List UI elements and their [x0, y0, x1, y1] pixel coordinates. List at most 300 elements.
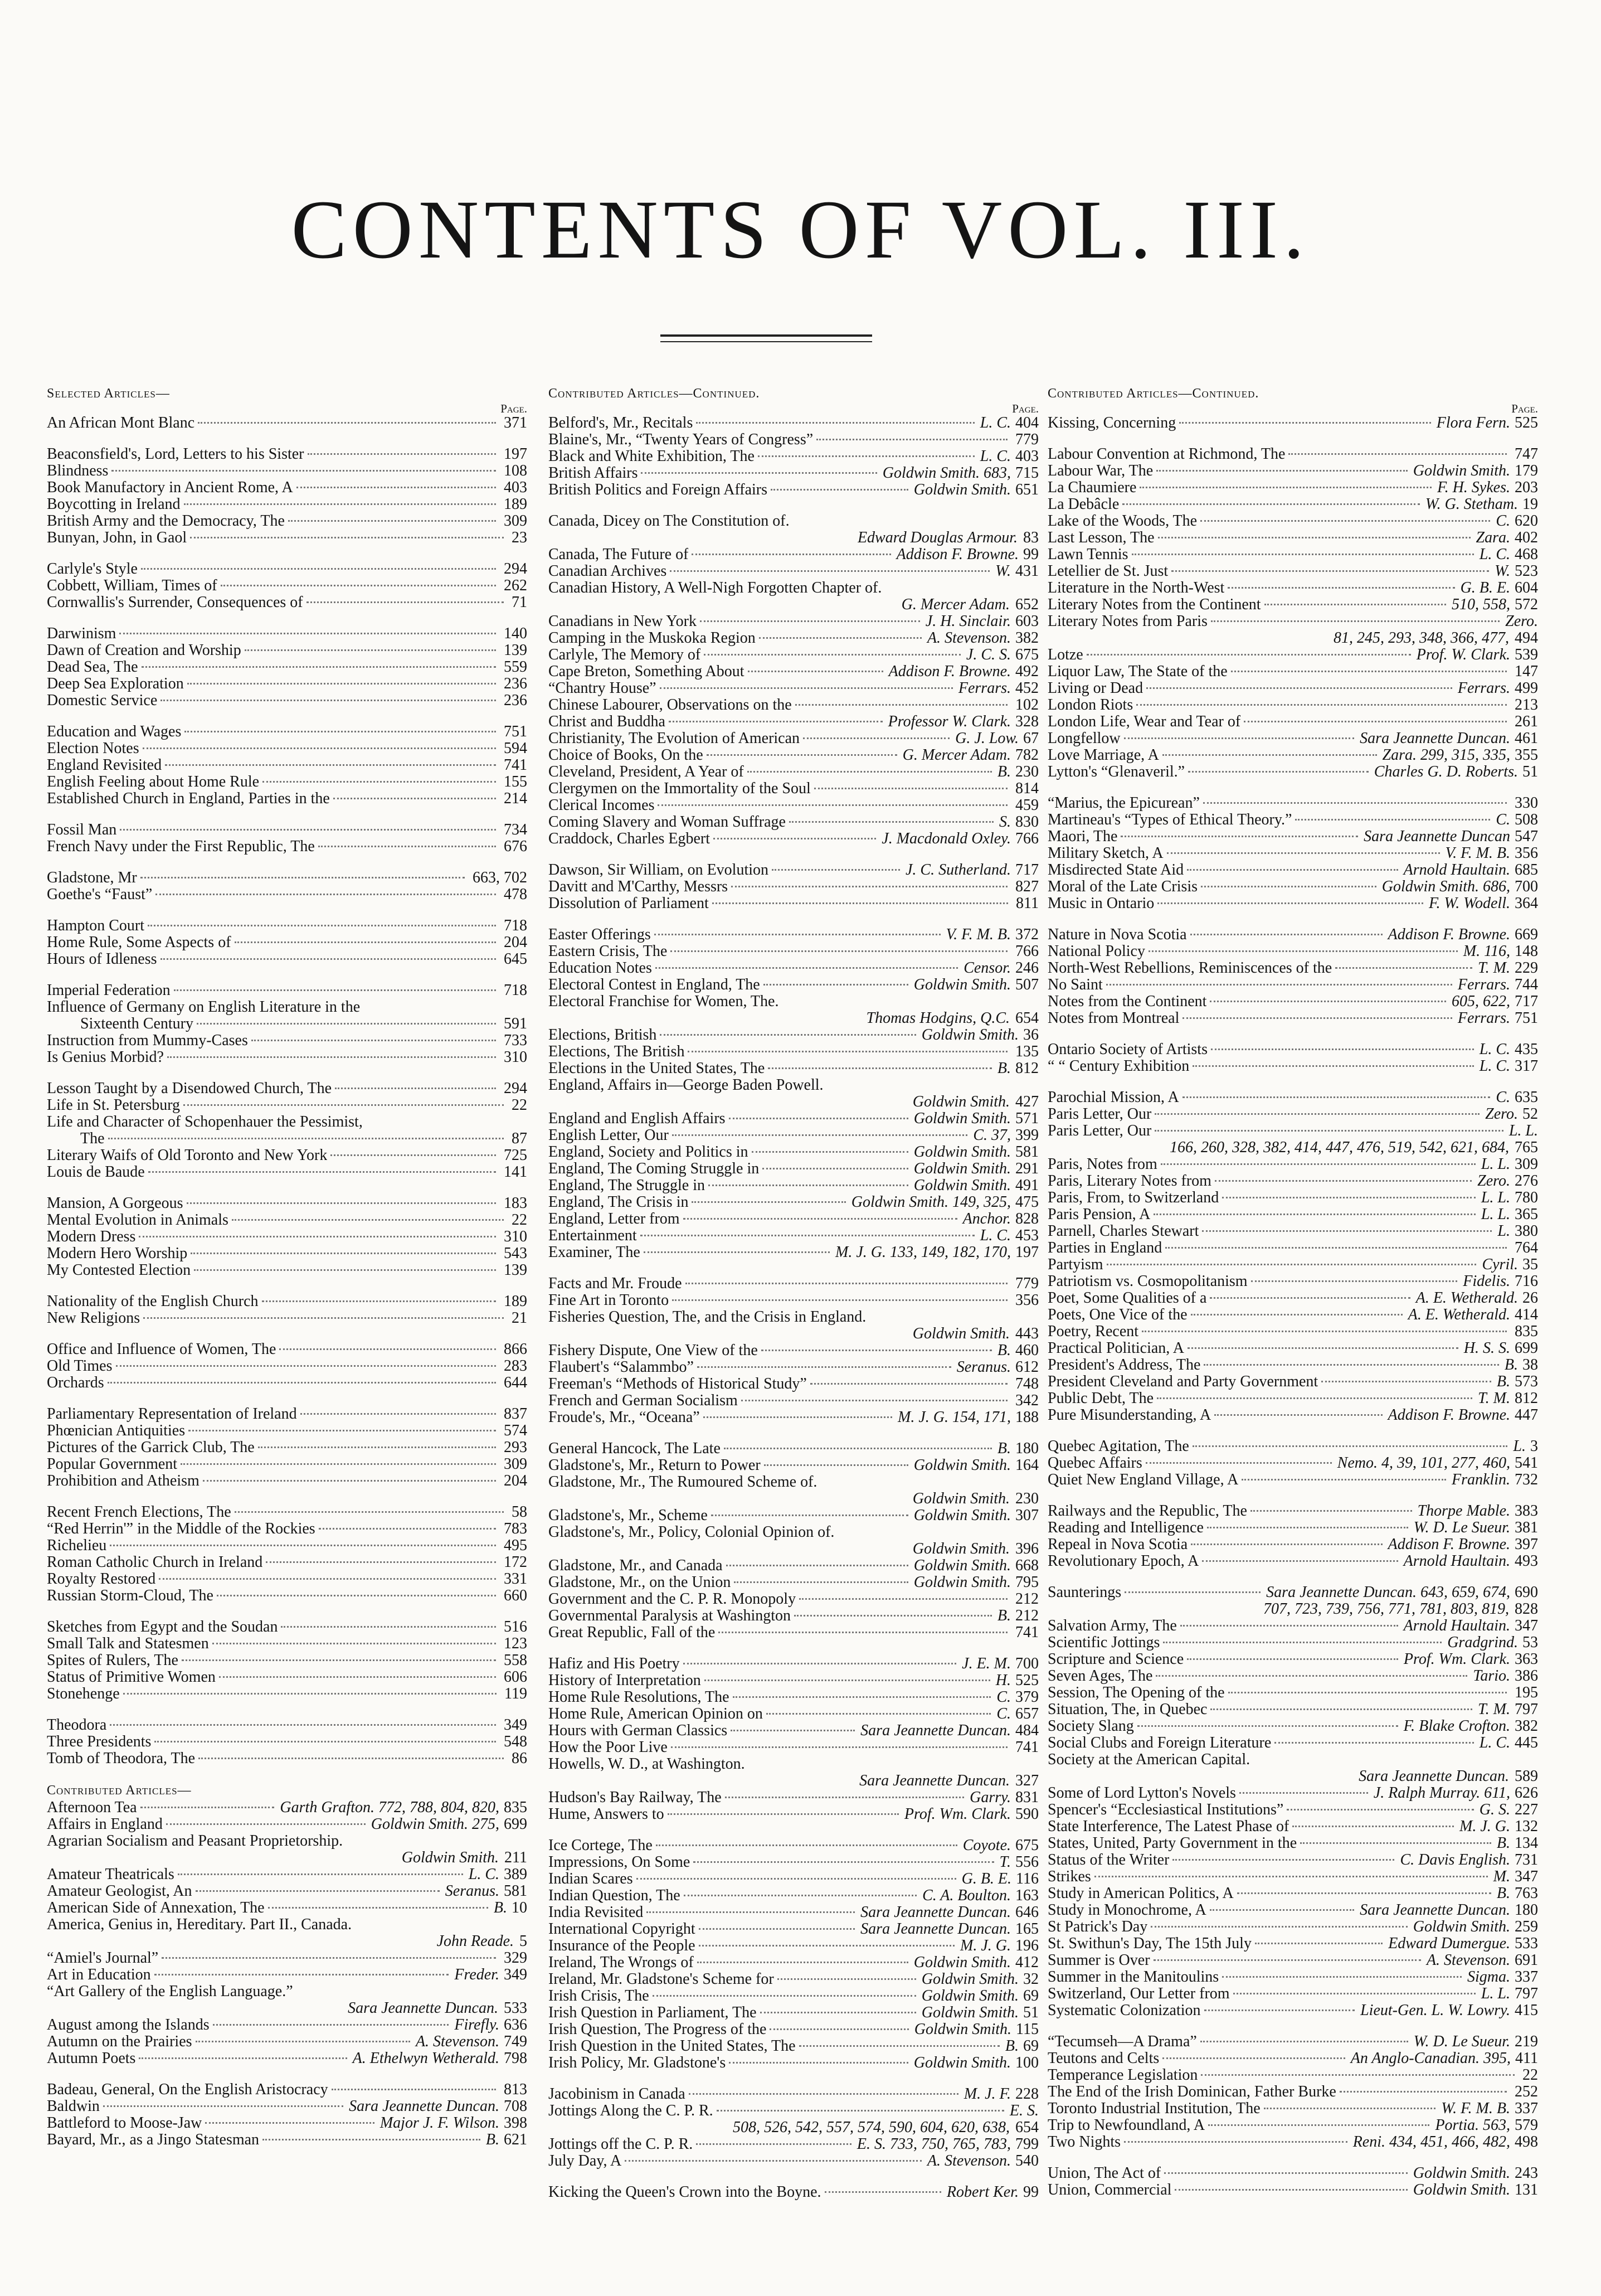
- toc-entry[interactable]: [47, 886, 527, 903]
- toc-entry[interactable]: [548, 1457, 1039, 1474]
- toc-entry[interactable]: [1048, 828, 1538, 845]
- entry-title[interactable]: Gladstone's, Mr., Policy, Colonial Opinion of.: [548, 1524, 835, 1541]
- entry-title[interactable]: Some of Lord Lytton's Novels: [1048, 1785, 1236, 1802]
- entry-title[interactable]: No Saint: [1048, 977, 1103, 993]
- toc-entry[interactable]: [548, 1177, 1039, 1194]
- entry-title[interactable]: Paris Pension, A: [1048, 1206, 1151, 1223]
- entry-title[interactable]: Lytton's “Glenaveril.”: [1048, 764, 1185, 780]
- toc-entry[interactable]: [47, 1016, 527, 1032]
- entry-title[interactable]: Battleford to Moose-Jaw: [47, 2115, 202, 2132]
- entry-title[interactable]: Ice Cortege, The: [548, 1837, 653, 1854]
- toc-entry[interactable]: [548, 1971, 1039, 1988]
- toc-entry[interactable]: [1048, 878, 1538, 895]
- toc-entry[interactable]: [1048, 2050, 1538, 2067]
- toc-entry[interactable]: [47, 918, 527, 934]
- toc-entry[interactable]: [1048, 580, 1538, 596]
- toc-entry[interactable]: [47, 1341, 527, 1358]
- entry-title[interactable]: Elections in the United States, The: [548, 1060, 765, 1077]
- entry-title[interactable]: London Riots: [1048, 697, 1133, 713]
- toc-entry[interactable]: [47, 1635, 527, 1652]
- entry-title[interactable]: Froude's, Mr., “Oceana”: [548, 1409, 700, 1426]
- entry-title[interactable]: England, The Crisis in: [548, 1194, 689, 1211]
- entry-title[interactable]: Coming Slavery and Woman Suffrage: [548, 814, 786, 831]
- entry-title[interactable]: Mansion, A Gorgeous: [47, 1195, 183, 1212]
- entry-title[interactable]: Strikes: [1048, 1868, 1091, 1885]
- toc-entry[interactable]: [47, 1114, 527, 1130]
- entry-title[interactable]: Kissing, Concerning: [1048, 415, 1176, 431]
- toc-entry[interactable]: [548, 862, 1039, 878]
- entry-title[interactable]: Eastern Crisis, The: [548, 943, 668, 960]
- entry-title[interactable]: Roman Catholic Church in Ireland: [47, 1554, 263, 1571]
- toc-entry[interactable]: [548, 580, 1039, 596]
- toc-entry[interactable]: [1048, 1190, 1538, 1206]
- entry-title[interactable]: Chinese Labourer, Observations on the: [548, 697, 792, 713]
- entry-title[interactable]: Indian Question, The: [548, 1887, 680, 1904]
- toc-entry[interactable]: [548, 1077, 1039, 1094]
- toc-entry[interactable]: [1048, 1438, 1538, 1455]
- toc-entry[interactable]: [548, 482, 1039, 498]
- toc-entry[interactable]: [548, 630, 1039, 647]
- entry-title[interactable]: La Debâcle: [1048, 496, 1120, 513]
- toc-entry[interactable]: [1048, 1536, 1538, 1553]
- entry-title[interactable]: Craddock, Charles Egbert: [548, 831, 711, 847]
- toc-entry[interactable]: [1048, 1919, 1538, 1935]
- entry-title[interactable]: Literary Notes from the Continent: [1048, 596, 1261, 613]
- toc-entry[interactable]: [47, 1652, 527, 1669]
- toc-entry[interactable]: [548, 680, 1039, 697]
- entry-title[interactable]: Canadian Archives: [548, 563, 667, 580]
- entry-title[interactable]: Blindness: [47, 463, 109, 479]
- toc-entry[interactable]: [47, 838, 527, 855]
- entry-title[interactable]: Badeau, General, On the English Aristocracy: [47, 2081, 328, 2098]
- entry-title[interactable]: Living or Dead: [1048, 680, 1143, 697]
- entry-title[interactable]: Recent French Elections, The: [47, 1504, 231, 1521]
- entry-title[interactable]: Canada, The Future of: [548, 546, 689, 563]
- entry-title[interactable]: Fossil Man: [47, 822, 117, 838]
- toc-entry[interactable]: [1048, 1553, 1538, 1570]
- entry-title[interactable]: Jottings off the C. P. R.: [548, 2136, 693, 2153]
- entry-title[interactable]: Home Rule, American Opinion on: [548, 1706, 763, 1722]
- toc-entry[interactable]: [548, 1194, 1039, 1211]
- toc-entry[interactable]: [1048, 1520, 1538, 1536]
- entry-title[interactable]: President Cleveland and Party Government: [1048, 1373, 1318, 1390]
- entry-title[interactable]: Life in St. Petersburg: [47, 1097, 181, 1114]
- toc-entry[interactable]: [548, 1043, 1039, 1060]
- toc-entry[interactable]: [548, 780, 1039, 797]
- entry-title[interactable]: Amateur Geologist, An: [47, 1883, 192, 1900]
- toc-entry[interactable]: [548, 1392, 1039, 1409]
- entry-title[interactable]: Cleveland, President, A Year of: [548, 764, 744, 780]
- entry-title[interactable]: National Policy: [1048, 943, 1145, 960]
- entry-title[interactable]: Seven Ages, The: [1048, 1668, 1153, 1685]
- entry-title[interactable]: Hampton Court: [47, 918, 144, 934]
- toc-entry[interactable]: [1048, 446, 1538, 463]
- entry-title[interactable]: England, Affairs in—George Baden Powell.: [548, 1077, 824, 1094]
- entry-title[interactable]: Spencer's “Ecclesiastical Institutions”: [1048, 1802, 1284, 1818]
- toc-entry[interactable]: [47, 415, 527, 431]
- toc-entry[interactable]: [1048, 1701, 1538, 1718]
- toc-entry[interactable]: [47, 2098, 527, 2115]
- entry-title[interactable]: Bunyan, John, in Gaol: [47, 530, 187, 546]
- entry-title[interactable]: Fine Art in Toronto: [548, 1292, 669, 1309]
- toc-entry[interactable]: [1048, 1584, 1538, 1601]
- toc-entry[interactable]: [548, 465, 1039, 482]
- entry-title[interactable]: Howells, W. D., at Washington.: [548, 1756, 745, 1773]
- toc-entry[interactable]: [548, 926, 1039, 943]
- entry-title[interactable]: Literature in the North-West: [1048, 580, 1225, 596]
- toc-entry[interactable]: [1048, 1041, 1538, 1058]
- toc-entry[interactable]: [548, 1275, 1039, 1292]
- toc-entry[interactable]: [47, 999, 527, 1016]
- toc-entry[interactable]: [548, 1608, 1039, 1624]
- entry-title[interactable]: Modern Hero Worship: [47, 1245, 188, 1262]
- entry-title[interactable]: Flaubert's “Salammbo”: [548, 1359, 694, 1376]
- entry-title[interactable]: My Contested Election: [47, 1262, 191, 1279]
- entry-title[interactable]: Liquor Law, The State of the: [1048, 663, 1228, 680]
- toc-entry[interactable]: [1048, 1935, 1538, 1952]
- entry-title[interactable]: England, Letter from: [548, 1211, 680, 1227]
- toc-entry[interactable]: [47, 1375, 527, 1391]
- toc-entry[interactable]: [548, 1144, 1039, 1161]
- toc-entry[interactable]: [548, 2086, 1039, 2103]
- toc-entry[interactable]: [1048, 713, 1538, 730]
- toc-entry[interactable]: [1048, 1206, 1538, 1223]
- toc-entry[interactable]: [47, 594, 527, 611]
- entry-title[interactable]: Poets, One Vice of the: [1048, 1307, 1188, 1323]
- toc-entry[interactable]: [548, 764, 1039, 780]
- entry-title[interactable]: Affairs in England: [47, 1816, 163, 1833]
- toc-entry[interactable]: [47, 1262, 527, 1279]
- entry-title[interactable]: Quebec Affairs: [1048, 1455, 1142, 1472]
- toc-entry[interactable]: [47, 2050, 527, 2067]
- toc-entry[interactable]: [548, 730, 1039, 747]
- entry-title[interactable]: Boycotting in Ireland: [47, 496, 181, 513]
- toc-entry[interactable]: [1048, 2033, 1538, 2050]
- entry-title[interactable]: Small Talk and Statesmen: [47, 1635, 209, 1652]
- entry-title[interactable]: Revolutionary Epoch, A: [1048, 1553, 1199, 1570]
- toc-entry[interactable]: [548, 1854, 1039, 1871]
- toc-entry[interactable]: [47, 1686, 527, 1702]
- entry-title[interactable]: Three Presidents: [47, 1734, 152, 1750]
- toc-entry[interactable]: [548, 1227, 1039, 1244]
- toc-entry[interactable]: [1048, 1340, 1538, 1357]
- toc-entry[interactable]: [548, 960, 1039, 977]
- entry-title[interactable]: Paris Letter, Our: [1048, 1106, 1152, 1123]
- entry-title[interactable]: Government and the C. P. R. Monopoly: [548, 1591, 796, 1608]
- entry-title[interactable]: Clergymen on the Immortality of the Soul: [548, 780, 811, 797]
- toc-entry[interactable]: [548, 563, 1039, 580]
- toc-entry[interactable]: [548, 1359, 1039, 1376]
- entry-title[interactable]: Session, The Opening of the: [1048, 1685, 1225, 1701]
- entry-title[interactable]: Partyism: [1048, 1256, 1103, 1273]
- entry-title[interactable]: Royalty Restored: [47, 1571, 156, 1588]
- entry-title[interactable]: Last Lesson, The: [1048, 530, 1155, 546]
- toc-entry[interactable]: [548, 2184, 1039, 2201]
- entry-title[interactable]: Gladstone, Mr: [47, 870, 137, 886]
- entry-title[interactable]: Cornwallis's Surrender, Consequences of: [47, 594, 303, 611]
- toc-entry[interactable]: [548, 1292, 1039, 1309]
- toc-entry[interactable]: [47, 1456, 527, 1473]
- toc-entry[interactable]: [47, 1750, 527, 1767]
- toc-entry[interactable]: [548, 431, 1039, 448]
- entry-title[interactable]: Kicking the Queen's Crown into the Boyne.: [548, 2184, 821, 2201]
- toc-entry[interactable]: [548, 1706, 1039, 1722]
- entry-title[interactable]: American Side of Annexation, The: [47, 1900, 265, 1916]
- entry-title[interactable]: English Letter, Our: [548, 1127, 669, 1144]
- toc-entry[interactable]: [548, 1921, 1039, 1938]
- entry-title[interactable]: Ontario Society of Artists: [1048, 1041, 1208, 1058]
- entry-title[interactable]: New Religions: [47, 1310, 140, 1327]
- toc-entry[interactable]: [1048, 1010, 1538, 1027]
- entry-title[interactable]: Ireland, The Wrongs of: [548, 1954, 694, 1971]
- entry-title[interactable]: Electoral Contest in England, The: [548, 977, 760, 993]
- toc-entry[interactable]: [47, 1537, 527, 1554]
- toc-entry[interactable]: [548, 1244, 1039, 1261]
- entry-title[interactable]: Freeman's “Methods of Historical Study”: [548, 1376, 807, 1392]
- entry-title[interactable]: Gladstone, Mr., and Canada: [548, 1557, 723, 1574]
- toc-entry[interactable]: [548, 1837, 1039, 1854]
- entry-title[interactable]: “Tecumseh—A Drama”: [1048, 2033, 1197, 2050]
- entry-title[interactable]: Social Clubs and Foreign Literature: [1048, 1735, 1272, 1751]
- entry-title[interactable]: Carlyle's Style: [47, 561, 138, 577]
- toc-entry[interactable]: [1048, 1802, 1538, 1818]
- entry-title[interactable]: Bayard, Mr., as a Jingo Statesman: [47, 2132, 260, 2148]
- entry-title[interactable]: Hudson's Bay Railway, The: [548, 1789, 722, 1806]
- toc-entry[interactable]: [548, 1127, 1039, 1144]
- entry-title[interactable]: Autumn Poets: [47, 2050, 136, 2067]
- entry-title[interactable]: Easter Offerings: [548, 926, 651, 943]
- toc-entry[interactable]: [1048, 2100, 1538, 2117]
- toc-entry[interactable]: [1048, 1685, 1538, 1701]
- toc-entry[interactable]: [1048, 1668, 1538, 1685]
- toc-entry[interactable]: [47, 446, 527, 463]
- toc-entry[interactable]: [548, 2004, 1039, 2021]
- toc-entry[interactable]: [47, 642, 527, 659]
- toc-entry[interactable]: [47, 1588, 527, 1604]
- toc-entry[interactable]: [1048, 943, 1538, 960]
- toc-entry[interactable]: [47, 625, 527, 642]
- toc-entry[interactable]: [548, 1409, 1039, 1426]
- entry-title[interactable]: Gladstone's, Mr., Scheme: [548, 1507, 708, 1524]
- entry-title[interactable]: English Feeling about Home Rule: [47, 774, 260, 790]
- toc-entry[interactable]: [548, 1110, 1039, 1127]
- toc-entry[interactable]: [47, 790, 527, 807]
- entry-title[interactable]: Notes from the Continent: [1048, 993, 1207, 1010]
- entry-title[interactable]: Irish Question in Parliament, The: [548, 2004, 757, 2021]
- toc-entry[interactable]: [548, 747, 1039, 764]
- entry-title[interactable]: England Revisited: [47, 757, 162, 774]
- entry-title[interactable]: Richelieu: [47, 1537, 107, 1554]
- toc-entry[interactable]: [1048, 1902, 1538, 1919]
- toc-entry[interactable]: [548, 1060, 1039, 1077]
- toc-entry[interactable]: [47, 1816, 527, 1833]
- toc-entry[interactable]: [47, 1293, 527, 1310]
- entry-title[interactable]: England, The Coming Struggle in: [548, 1161, 760, 1177]
- entry-title[interactable]: Lawn Tennis: [1048, 546, 1128, 563]
- toc-entry[interactable]: [47, 1212, 527, 1229]
- toc-entry[interactable]: [548, 1507, 1039, 1524]
- toc-entry[interactable]: [47, 1950, 527, 1967]
- entry-title[interactable]: Afternoon Tea: [47, 1799, 137, 1816]
- toc-entry[interactable]: [548, 1027, 1039, 1043]
- entry-title[interactable]: Cape Breton, Something About: [548, 663, 744, 680]
- entry-title[interactable]: England, Society and Politics in: [548, 1144, 748, 1161]
- entry-title[interactable]: Canada, Dicey on The Constitution of.: [548, 513, 790, 530]
- toc-entry[interactable]: [1048, 1818, 1538, 1835]
- toc-entry[interactable]: [47, 1097, 527, 1114]
- toc-entry[interactable]: [1048, 1390, 1538, 1407]
- toc-entry[interactable]: [548, 1904, 1039, 1921]
- entry-title[interactable]: Dawson, Sir William, on Evolution: [548, 862, 769, 878]
- toc-entry[interactable]: [1048, 1618, 1538, 1634]
- entry-title[interactable]: Quiet New England Village, A: [1048, 1472, 1239, 1488]
- entry-title[interactable]: Home Rule Resolutions, The: [548, 1689, 729, 1706]
- entry-title[interactable]: Teutons and Celts: [1048, 2050, 1160, 2067]
- toc-entry[interactable]: [548, 1474, 1039, 1491]
- entry-title[interactable]: Nature in Nova Scotia: [1048, 926, 1187, 943]
- toc-entry[interactable]: [1048, 2117, 1538, 2134]
- toc-entry[interactable]: [1048, 895, 1538, 912]
- entry-title[interactable]: Status of Primitive Women: [47, 1669, 216, 1686]
- toc-entry[interactable]: [548, 1376, 1039, 1392]
- entry-title[interactable]: Imperial Federation: [47, 982, 171, 999]
- toc-entry[interactable]: [1048, 563, 1538, 580]
- toc-entry[interactable]: [548, 448, 1039, 465]
- entry-title[interactable]: Parnell, Charles Stewart: [1048, 1223, 1199, 1240]
- entry-title[interactable]: “Marius, the Epicurean”: [1048, 795, 1200, 812]
- toc-entry[interactable]: [47, 1799, 527, 1816]
- toc-entry[interactable]: [47, 1883, 527, 1900]
- entry-title[interactable]: Hafiz and His Poetry: [548, 1656, 680, 1672]
- toc-entry[interactable]: [548, 797, 1039, 814]
- entry-title[interactable]: Dawn of Creation and Worship: [47, 642, 241, 659]
- toc-entry[interactable]: [1048, 2084, 1538, 2100]
- entry-title[interactable]: Orchards: [47, 1375, 104, 1391]
- entry-title[interactable]: Dead Sea, The: [47, 659, 138, 676]
- toc-entry[interactable]: [1048, 1852, 1538, 1868]
- toc-entry[interactable]: [47, 1900, 527, 1916]
- toc-entry[interactable]: [1048, 1751, 1538, 1768]
- entry-title[interactable]: Society Slang: [1048, 1718, 1134, 1735]
- toc-entry[interactable]: [47, 1833, 527, 1850]
- entry-title[interactable]: Influence of Germany on English Literature in the: [47, 999, 361, 1016]
- toc-entry[interactable]: [47, 1983, 527, 2000]
- toc-entry[interactable]: [47, 1521, 527, 1537]
- toc-entry[interactable]: [47, 1967, 527, 1983]
- toc-entry[interactable]: [548, 1524, 1039, 1541]
- toc-entry[interactable]: [548, 1938, 1039, 1954]
- entry-title[interactable]: Longfellow: [1048, 730, 1121, 747]
- entry-title[interactable]: Art in Education: [47, 1967, 151, 1983]
- toc-entry[interactable]: [47, 1049, 527, 1066]
- entry-title[interactable]: British Politics and Foreign Affairs: [548, 482, 768, 498]
- toc-entry[interactable]: [1048, 1123, 1538, 1139]
- entry-title[interactable]: Prohibition and Atheism: [47, 1473, 199, 1489]
- entry-title[interactable]: Hours with German Classics: [548, 1722, 728, 1739]
- entry-title[interactable]: Literary Waifs of Old Toronto and New York: [47, 1147, 328, 1164]
- entry-title[interactable]: Goethe's “Faust”: [47, 886, 153, 903]
- entry-title[interactable]: Irish Question, The Progress of the: [548, 2021, 767, 2038]
- toc-entry[interactable]: [1048, 513, 1538, 530]
- toc-entry[interactable]: [1048, 496, 1538, 513]
- toc-entry[interactable]: [548, 943, 1039, 960]
- entry-title[interactable]: Elections, British: [548, 1027, 657, 1043]
- toc-entry[interactable]: [1048, 1735, 1538, 1751]
- entry-title[interactable]: Pictures of the Garrick Club, The: [47, 1439, 255, 1456]
- entry-title[interactable]: Literary Notes from Paris: [1048, 613, 1208, 630]
- entry-title[interactable]: Saunterings: [1048, 1584, 1122, 1601]
- toc-entry[interactable]: [1048, 764, 1538, 780]
- entry-title[interactable]: British Army and the Democracy, The: [47, 513, 285, 530]
- entry-title[interactable]: Quebec Agitation, The: [1048, 1438, 1189, 1455]
- toc-entry[interactable]: [1048, 993, 1538, 1010]
- toc-entry[interactable]: [47, 513, 527, 530]
- toc-entry[interactable]: [548, 1988, 1039, 2004]
- toc-entry[interactable]: [47, 757, 527, 774]
- entry-title[interactable]: Notes from Montreal: [1048, 1010, 1180, 1027]
- toc-entry[interactable]: [47, 479, 527, 496]
- toc-entry[interactable]: [1048, 1651, 1538, 1668]
- entry-title[interactable]: Lesson Taught by a Disendowed Church, The: [47, 1080, 332, 1097]
- toc-entry[interactable]: [1048, 1357, 1538, 1373]
- entry-title[interactable]: Hours of Idleness: [47, 951, 157, 968]
- toc-entry[interactable]: [47, 1229, 527, 1245]
- toc-entry[interactable]: [1048, 1785, 1538, 1802]
- toc-entry[interactable]: [1048, 1156, 1538, 1173]
- entry-title[interactable]: Is Genius Morbid?: [47, 1049, 164, 1066]
- entry-title[interactable]: London Life, Wear and Tear of: [1048, 713, 1241, 730]
- toc-entry[interactable]: [47, 561, 527, 577]
- entry-title[interactable]: Canadian History, A Well-Nigh Forgotten Chapter of.: [548, 580, 882, 596]
- entry-title[interactable]: Poet, Some Qualities of a: [1048, 1290, 1207, 1307]
- entry-title[interactable]: Patriotism vs. Cosmopolitanism: [1048, 1273, 1248, 1290]
- entry-title[interactable]: Governmental Paralysis at Washington: [548, 1608, 791, 1624]
- toc-entry[interactable]: [47, 951, 527, 968]
- entry-title[interactable]: Scripture and Science: [1048, 1651, 1184, 1668]
- toc-entry[interactable]: [47, 659, 527, 676]
- entry-title[interactable]: Examiner, The: [548, 1244, 640, 1261]
- toc-entry[interactable]: [548, 1756, 1039, 1773]
- entry-title[interactable]: “Amiel's Journal”: [47, 1950, 159, 1967]
- entry-title[interactable]: French and German Socialism: [548, 1392, 738, 1409]
- entry-title[interactable]: Sixteenth Century: [80, 1016, 193, 1032]
- entry-title[interactable]: Entertainment: [548, 1227, 637, 1244]
- toc-entry[interactable]: [47, 1619, 527, 1635]
- entry-title[interactable]: North-West Rebellions, Reminiscences of the: [1048, 960, 1332, 977]
- entry-title[interactable]: How the Poor Live: [548, 1739, 668, 1756]
- toc-entry[interactable]: [1048, 596, 1538, 613]
- entry-title[interactable]: Parochial Mission, A: [1048, 1089, 1179, 1106]
- entry-title[interactable]: Belford's, Mr., Recitals: [548, 415, 693, 431]
- entry-title[interactable]: Tomb of Theodora, The: [47, 1750, 196, 1767]
- entry-title[interactable]: Jottings Along the C. P. R.: [548, 2103, 713, 2119]
- toc-entry[interactable]: [1048, 1240, 1538, 1256]
- toc-entry[interactable]: [47, 496, 527, 513]
- toc-entry[interactable]: [548, 895, 1039, 912]
- entry-title[interactable]: Mental Evolution in Animals: [47, 1212, 228, 1229]
- entry-title[interactable]: Sketches from Egypt and the Soudan: [47, 1619, 278, 1635]
- toc-entry[interactable]: [548, 415, 1039, 431]
- toc-entry[interactable]: [47, 2033, 527, 2050]
- entry-title[interactable]: August among the Islands: [47, 2017, 210, 2033]
- entry-title[interactable]: Deep Sea Exploration: [47, 676, 184, 692]
- entry-title[interactable]: Lake of the Woods, The: [1048, 513, 1198, 530]
- entry-title[interactable]: Electoral Franchise for Women, The.: [548, 993, 779, 1010]
- entry-title[interactable]: Irish Question in the United States, The: [548, 2038, 796, 2055]
- entry-title[interactable]: Louis de Baude: [47, 1164, 145, 1181]
- toc-entry[interactable]: [47, 822, 527, 838]
- toc-entry[interactable]: [548, 1591, 1039, 1608]
